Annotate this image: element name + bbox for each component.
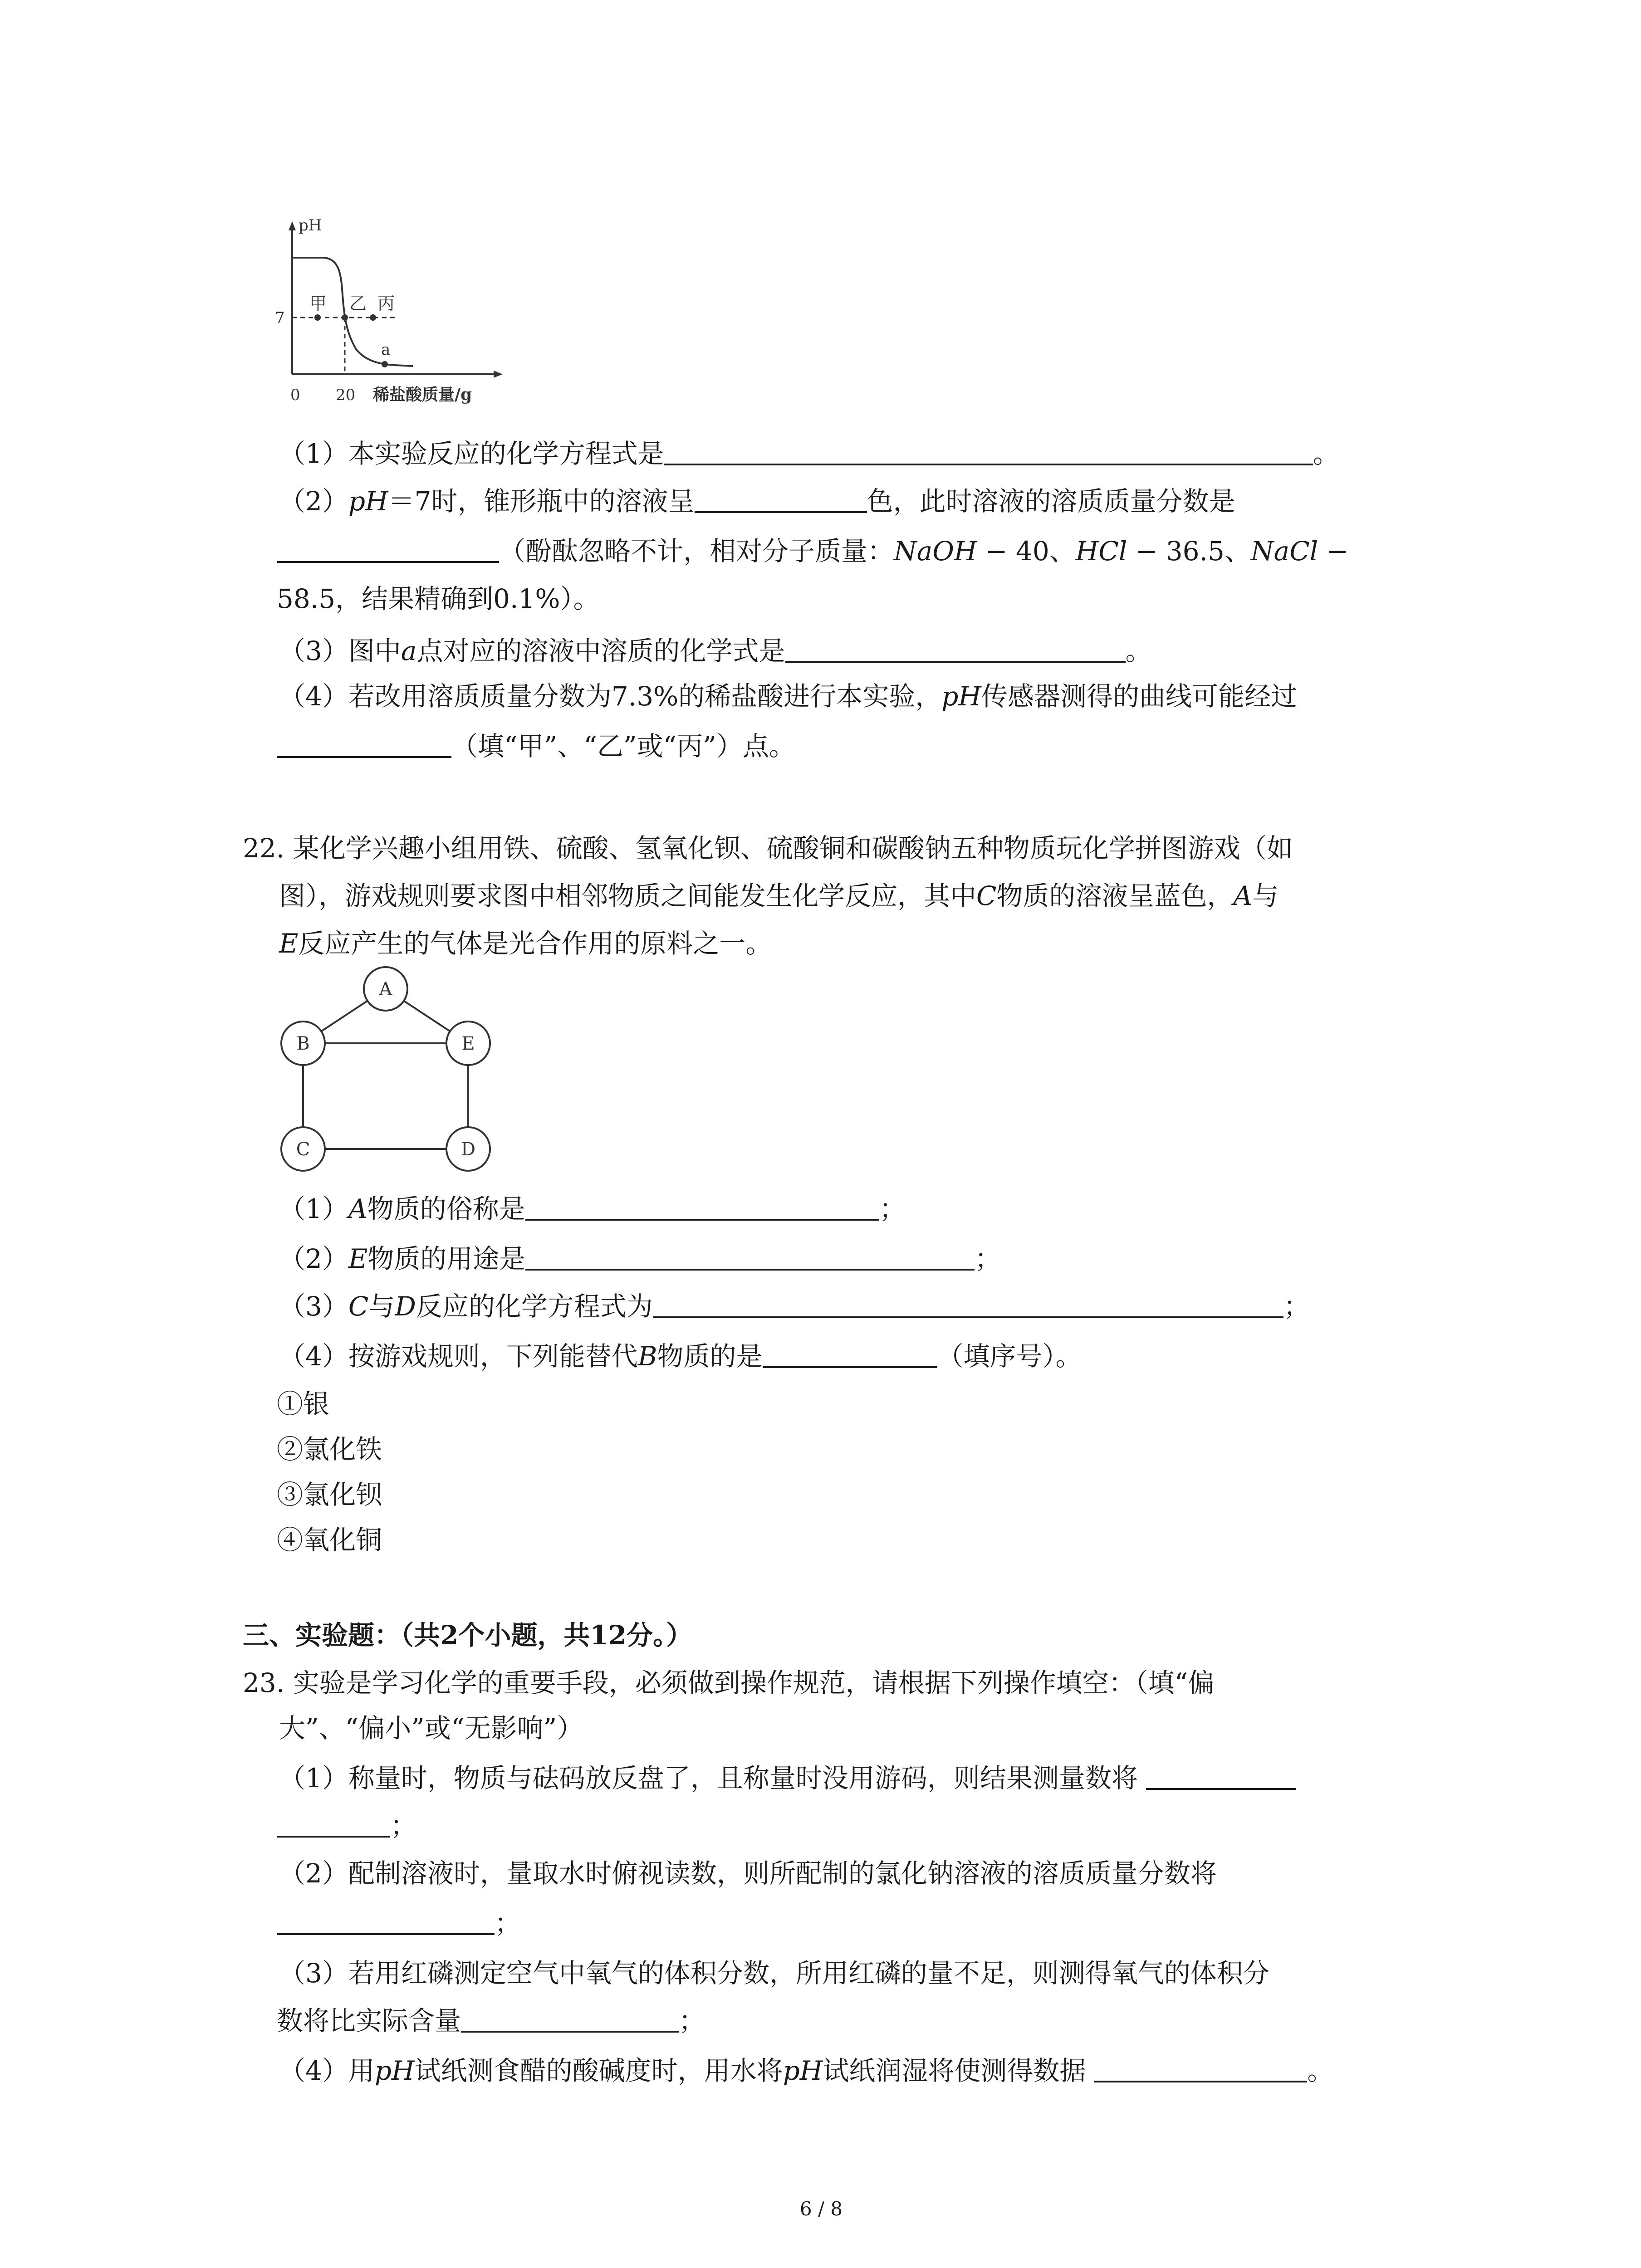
q22-option-1: ①银: [277, 1388, 330, 1419]
label-bing: 丙: [377, 293, 395, 313]
q21-s4: （4）若改用溶质质量分数为7.3%的稀盐酸进行本实验，pH传感器测得的曲线可能经过: [279, 681, 1297, 712]
q22-s3: （3）C与D反应的化学方程式为 ；: [279, 1288, 1310, 1325]
svg-text:E: E: [461, 1033, 475, 1054]
point-jia: [314, 314, 321, 321]
q21-s2: （2）pH＝7时，锥形瓶中的溶液呈 色，此时溶液的溶质质量分数是: [279, 483, 1235, 519]
svg-text:C: C: [296, 1139, 310, 1160]
y-axis-label: pH: [299, 216, 322, 235]
y-axis-arrow: [289, 221, 296, 230]
q22-s2: （2）E物质的用途是 ；: [279, 1241, 1001, 1277]
q22-s2-blank[interactable]: [525, 1242, 975, 1271]
label-a: a: [381, 341, 391, 359]
q22-s4-blank[interactable]: [763, 1339, 937, 1368]
q21-s1-blank[interactable]: [664, 436, 1313, 465]
q23-s3-line2: 数将比实际含量 ；: [277, 2003, 705, 2039]
y-tick-label: 7: [275, 309, 285, 327]
svg-text:D: D: [460, 1139, 476, 1160]
q23-s4: （4）用pH试纸测食醋的酸碱度时，用水将pH试纸润湿将使测得数据 。: [279, 2053, 1333, 2089]
page-number: 6 / 8: [799, 2198, 843, 2220]
q23-s1: （1）称量时，物质与砝码放反盘了，且称量时没用游码，则结果测量数将: [279, 1760, 1296, 1796]
node-b: [281, 1022, 325, 1065]
node-e: [446, 1022, 490, 1065]
q22-s3-blank[interactable]: [653, 1289, 1283, 1318]
q23-s3: （3）若用红磷测定空气中氧气的体积分数，所用红磷的量不足，则测得氧气的体积分: [279, 1958, 1269, 1989]
x-axis-arrow: [494, 371, 503, 378]
q21-s2-fraction-blank[interactable]: [277, 534, 499, 563]
q23-s2-blank[interactable]: [277, 1906, 495, 1935]
q23-s1-line2: ；: [277, 1808, 416, 1844]
q21-s2-line3: 58.5，结果精确到0.1%）。: [277, 583, 600, 614]
q21-s2-color-blank[interactable]: [695, 484, 867, 513]
q22-option-3: ③氯化钡: [277, 1479, 382, 1510]
label-yi: 乙: [349, 293, 367, 313]
point-yi: [342, 314, 348, 321]
q21-s1: （1）本实验反应的化学方程式是 。: [279, 435, 1339, 472]
svg-text:A: A: [379, 979, 392, 1000]
q22-option-2: ②氯化铁: [277, 1434, 382, 1465]
q23-s1-blank-a[interactable]: [1146, 1761, 1296, 1790]
x-axis-label: 稀盐酸质量/g: [373, 385, 472, 404]
q23-stem-line1: 23. 实验是学习化学的重要手段，必须做到操作规范，请根据下列操作填空：（填“偏: [243, 1667, 1215, 1698]
node-d: [446, 1127, 490, 1171]
q23-s1-blank-b[interactable]: [277, 1809, 390, 1838]
q23-stem-line2: 大”、“偏小”或“无影响”）: [279, 1713, 583, 1744]
q22-stem-line3: E反应产生的气体是光合作用的原料之一。: [279, 928, 772, 959]
q23-s2: （2）配制溶液时，量取水时俯视读数，则所配制的氯化钠溶液的溶质质量分数将: [279, 1858, 1217, 1889]
ph-chart: [272, 213, 526, 417]
label-jia: 甲: [309, 293, 327, 313]
x-tick-label: 20: [336, 386, 356, 404]
origin-label: 0: [290, 386, 300, 404]
q22-stem-line2: 图），游戏规则要求图中相邻物质之间能发生化学反应，其中C物质的溶液呈蓝色，A与: [279, 880, 1279, 911]
section3-title: 三、实验题：（共2个小题，共12分。）: [243, 1620, 693, 1651]
q22-stem-line1: 22. 某化学兴趣小组用铁、硫酸、氢氧化钡、硫酸铜和碳酸钠五种物质玩化学拼图游戏（如: [243, 833, 1293, 864]
q22-option-4: ④氧化铜: [277, 1525, 382, 1555]
q21-s2-line2: （酚酞忽略不计，相对分子质量：NaOH − 40、HCl − 36.5、NaCl −: [277, 533, 1348, 569]
q23-s2-line2: ；: [277, 1905, 521, 1941]
q21-s4-blank[interactable]: [277, 729, 451, 758]
q23-s4-blank[interactable]: [1094, 2053, 1307, 2082]
svg-text:B: B: [296, 1033, 310, 1054]
puzzle-diagram: [272, 966, 508, 1184]
node-c: [281, 1127, 325, 1171]
q22-s1: （1）A物质的俗称是 ；: [279, 1191, 906, 1227]
q23-s3-blank[interactable]: [461, 2004, 679, 2033]
point-bing: [370, 314, 376, 321]
node-a: [364, 967, 407, 1011]
q22-s4: （4）按游戏规则，下列能替代B物质的是 （填序号）。: [279, 1338, 1082, 1374]
q21-s3: （3）图中a点对应的溶液中溶质的化学式是 。: [279, 633, 1152, 669]
q21-s3-blank[interactable]: [785, 634, 1126, 663]
point-a: [382, 361, 388, 367]
q21-s4-line2: （填“甲”、“乙”或“丙”）点。: [277, 728, 795, 764]
q22-s1-blank[interactable]: [525, 1192, 879, 1221]
